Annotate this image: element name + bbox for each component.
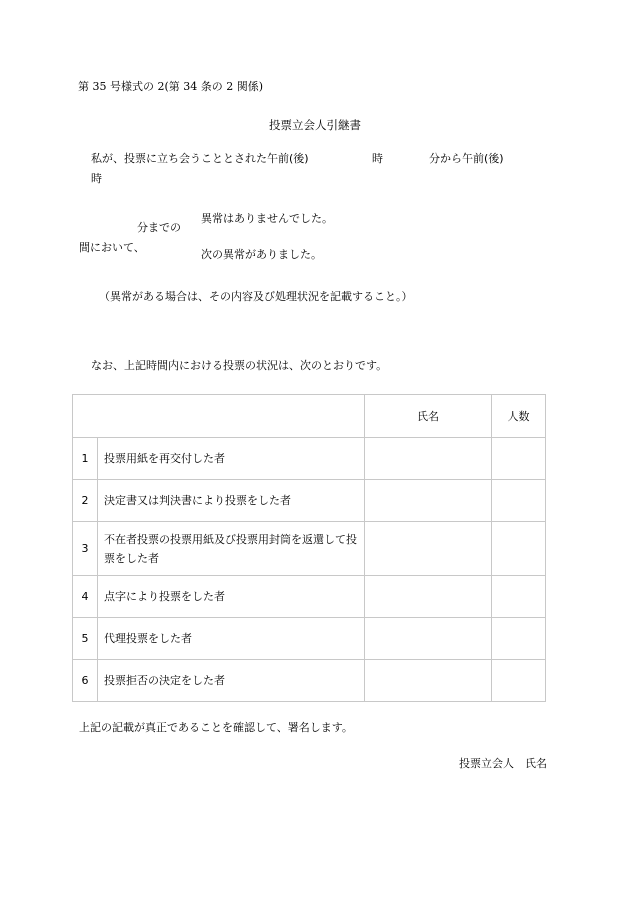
table-row (73, 522, 546, 576)
row-count-cell[interactable] (492, 480, 546, 522)
header-count: 人数 (492, 395, 546, 438)
header-blank-cell (73, 395, 365, 438)
row-number: 5 (73, 618, 98, 660)
row-number: 2 (73, 480, 98, 522)
row-name-cell[interactable] (365, 480, 492, 522)
row-count-cell[interactable] (492, 660, 546, 702)
intro-text-part1: 私が、投票に立ち会うこととされた午前(後) (91, 152, 309, 165)
row-description: 決定書又は判決書により投票をした者 (98, 480, 365, 522)
row-count-cell[interactable] (492, 576, 546, 618)
intro-aida-ni-oite: 間において、 (79, 241, 145, 254)
row-count-cell[interactable] (492, 438, 546, 480)
table-row (73, 618, 546, 660)
row-count-cell[interactable] (492, 618, 546, 660)
row-name-cell[interactable] (365, 660, 492, 702)
row-number: 1 (73, 438, 98, 480)
status-sentence: なお、上記時間内における投票の状況は、次のとおりです。 (91, 359, 388, 372)
intro-ji-1: 時 (372, 152, 383, 165)
table-row (73, 480, 546, 522)
table-header-row (73, 395, 546, 438)
intro-ji-2: 時 (91, 172, 102, 185)
row-number: 4 (73, 576, 98, 618)
row-description: 投票拒否の決定をした者 (98, 660, 365, 702)
document-title: 投票立会人引継書 (269, 118, 361, 132)
table-row (73, 660, 546, 702)
option-abnormality: 次の異常がありました。 (201, 248, 322, 261)
row-number: 6 (73, 660, 98, 702)
row-description: 代理投票をした者 (98, 618, 365, 660)
row-description: 点字により投票をした者 (98, 576, 365, 618)
table-row (73, 576, 546, 618)
row-name-cell[interactable] (365, 576, 492, 618)
row-count-cell[interactable] (492, 522, 546, 576)
confirmation-text: 上記の記載が真正であることを確認して、署名します。 (79, 721, 353, 734)
intro-fun-made: 分までの (137, 221, 181, 234)
row-description: 不在者投票の投票用紙及び投票用封筒を返還して投票をした者 (104, 532, 357, 565)
option-no-abnormality: 異常はありませんでした。 (201, 212, 333, 225)
signature-label: 投票立会人 氏名 (459, 757, 547, 770)
row-description-cell (98, 522, 365, 576)
abnormality-note: （異常がある場合は、その内容及び処理状況を記載すること。） (99, 290, 413, 303)
row-name-cell[interactable] (365, 438, 492, 480)
row-name-cell[interactable] (365, 618, 492, 660)
row-name-cell[interactable] (365, 522, 492, 576)
header-name: 氏名 (365, 395, 492, 438)
form-number: 第 35 号様式の 2(第 34 条の 2 関係) (78, 80, 264, 93)
table-row (73, 438, 546, 480)
row-description: 投票用紙を再交付した者 (98, 438, 365, 480)
intro-text-part2: 分から午前(後) (429, 152, 504, 165)
voting-status-table (72, 394, 546, 702)
row-number: 3 (73, 522, 98, 576)
